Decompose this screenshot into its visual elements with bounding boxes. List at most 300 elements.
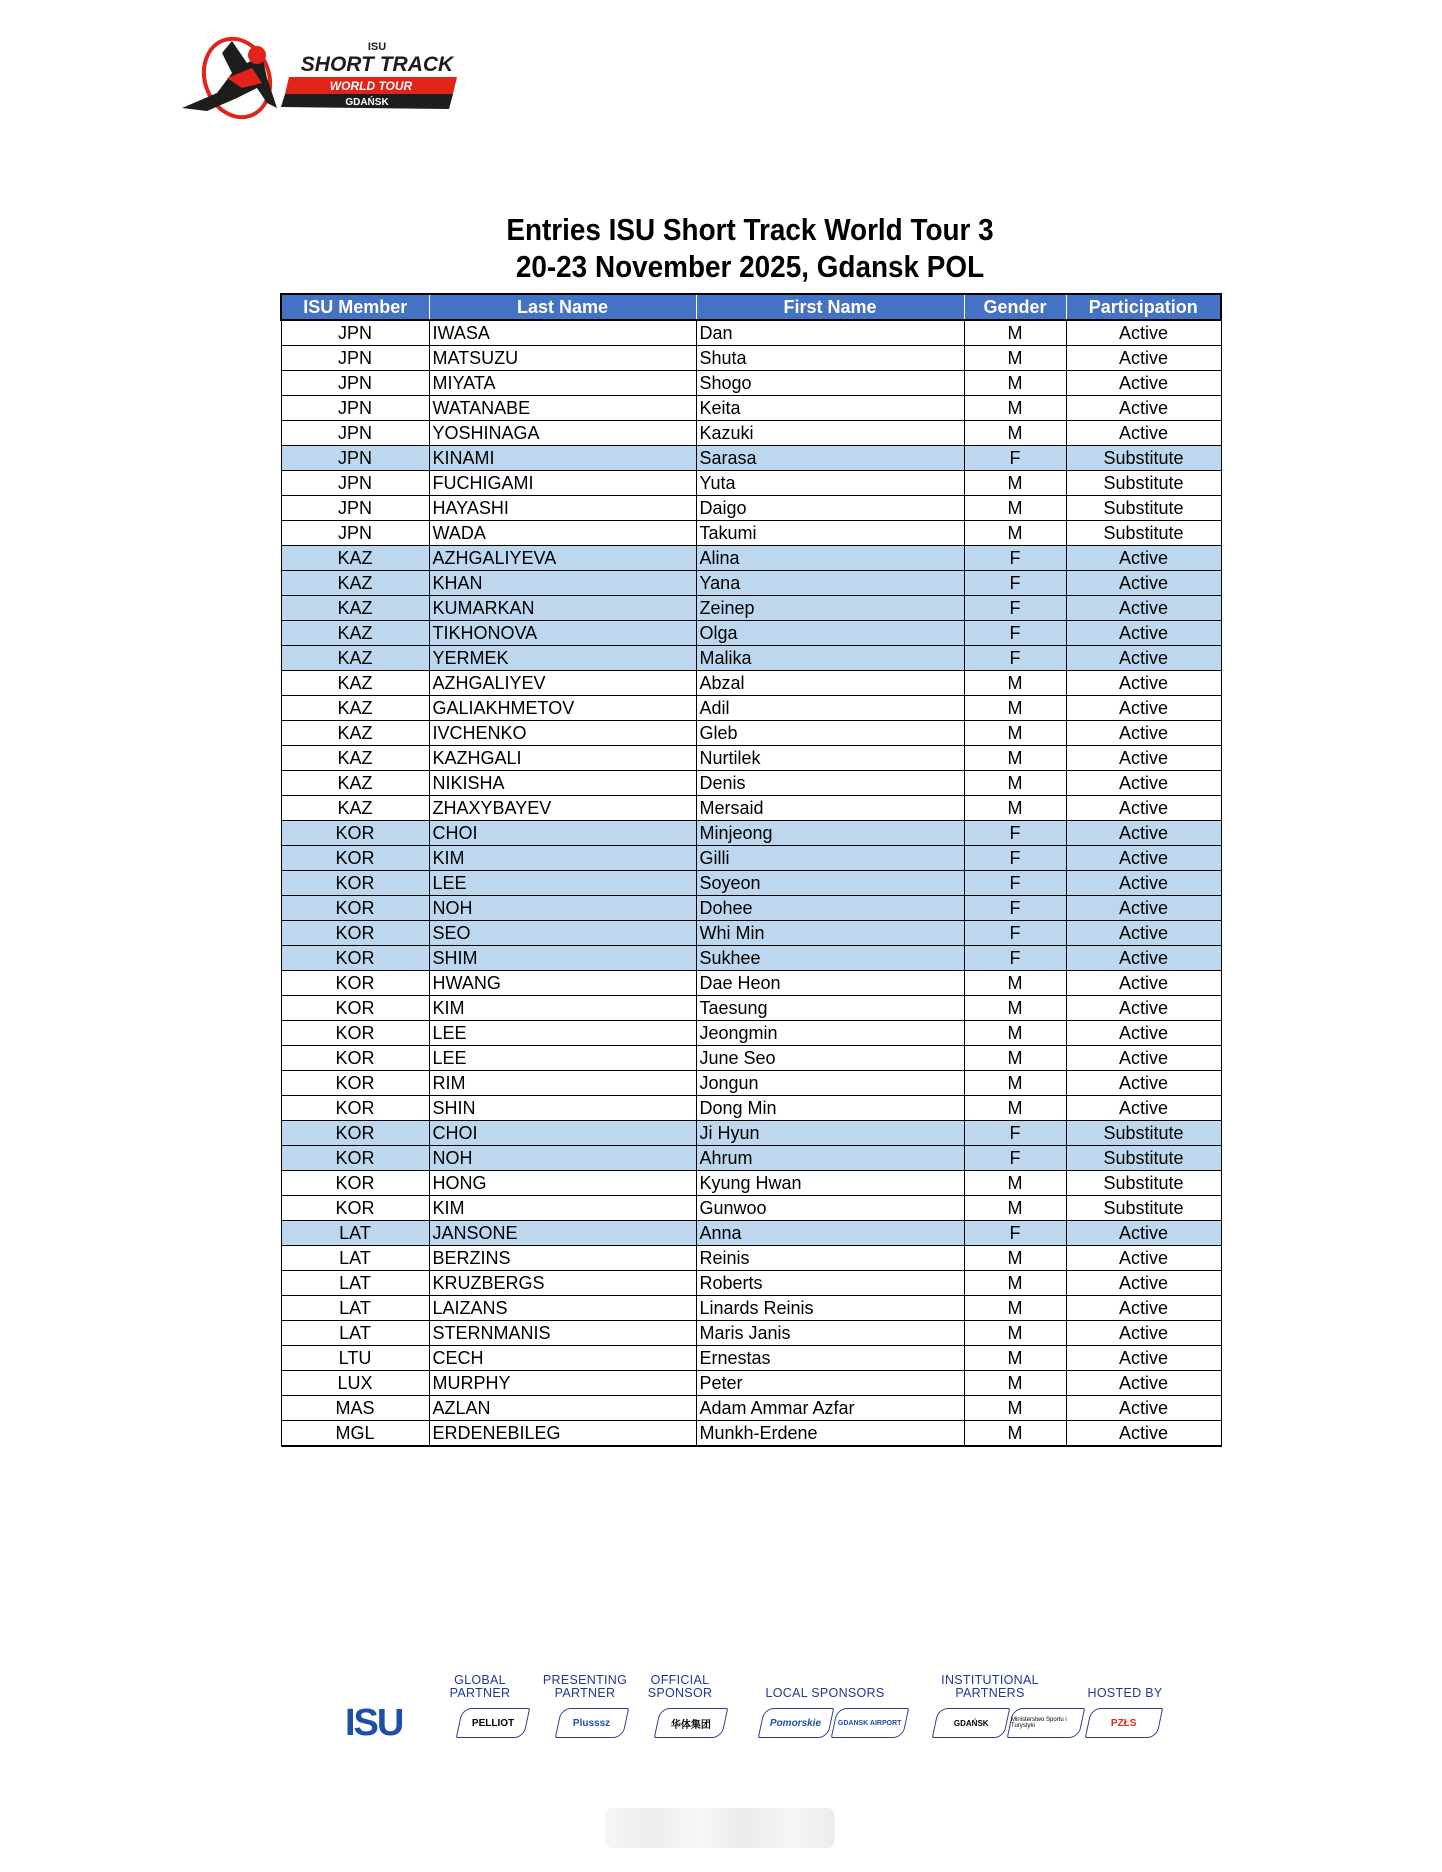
table-row — [281, 921, 1221, 946]
table-row — [281, 1121, 1221, 1146]
svg-text:SHORT TRACK: SHORT TRACK — [300, 53, 454, 76]
table-row — [281, 721, 1221, 746]
cell-last-name: KRUZBERGS — [429, 1271, 696, 1296]
cell-gender: M — [964, 346, 1066, 371]
cell-gender: M — [964, 1321, 1066, 1346]
cell-last-name: AZHGALIYEV — [429, 671, 696, 696]
table-row — [281, 1321, 1221, 1346]
cell-gender: F — [964, 821, 1066, 846]
cell-isu-member: JPN — [281, 320, 429, 346]
table-row — [281, 996, 1221, 1021]
cell-first-name: Reinis — [696, 1246, 964, 1271]
cell-last-name: AZHGALIYEVA — [429, 546, 696, 571]
cell-isu-member: JPN — [281, 346, 429, 371]
cell-isu-member: KOR — [281, 821, 429, 846]
cell-participation: Active — [1066, 1071, 1221, 1096]
table-row — [281, 571, 1221, 596]
cell-gender: M — [964, 1421, 1066, 1447]
table-row — [281, 946, 1221, 971]
cell-last-name: HONG — [429, 1171, 696, 1196]
sponsor-pomorskie-logo: Pomorskie — [758, 1708, 834, 1738]
cell-first-name: Roberts — [696, 1271, 964, 1296]
cell-gender: M — [964, 421, 1066, 446]
cell-first-name: Ahrum — [696, 1146, 964, 1171]
sponsor-gdansk-airport-logo: GDANSK AIRPORT — [831, 1708, 909, 1738]
table-row — [281, 1296, 1221, 1321]
cell-isu-member: KAZ — [281, 671, 429, 696]
table-row — [281, 646, 1221, 671]
table-row — [281, 971, 1221, 996]
table-row — [281, 1396, 1221, 1421]
cell-participation: Substitute — [1066, 1146, 1221, 1171]
table-row — [281, 896, 1221, 921]
cell-first-name: June Seo — [696, 1046, 964, 1071]
cell-isu-member: KOR — [281, 921, 429, 946]
blurred-watermark — [605, 1808, 835, 1848]
cell-isu-member: KOR — [281, 1171, 429, 1196]
cell-first-name: Zeinep — [696, 596, 964, 621]
sponsor-ministry-logo: Ministerstwo Sportu i Turystyki — [1007, 1708, 1085, 1738]
cell-participation: Active — [1066, 996, 1221, 1021]
cell-participation: Active — [1066, 396, 1221, 421]
cell-gender: F — [964, 871, 1066, 896]
cell-isu-member: MGL — [281, 1421, 429, 1447]
cell-last-name: LEE — [429, 1021, 696, 1046]
cell-first-name: Taesung — [696, 996, 964, 1021]
svg-text:WORLD TOUR: WORLD TOUR — [329, 79, 413, 93]
table-row — [281, 621, 1221, 646]
table-row — [281, 320, 1221, 346]
table-row — [281, 1196, 1221, 1221]
cell-first-name: Peter — [696, 1371, 964, 1396]
cell-last-name: SEO — [429, 921, 696, 946]
cell-last-name: BERZINS — [429, 1246, 696, 1271]
header-isu-member: ISU Member — [281, 294, 429, 320]
table-row — [281, 471, 1221, 496]
cell-first-name: Mersaid — [696, 796, 964, 821]
table-row — [281, 1346, 1221, 1371]
cell-participation: Substitute — [1066, 521, 1221, 546]
cell-isu-member: LAT — [281, 1296, 429, 1321]
cell-last-name: HWANG — [429, 971, 696, 996]
cell-participation: Active — [1066, 1396, 1221, 1421]
cell-last-name: NOH — [429, 1146, 696, 1171]
cell-gender: M — [964, 1346, 1066, 1371]
table-row — [281, 1371, 1221, 1396]
cell-last-name: KHAN — [429, 571, 696, 596]
cell-gender: M — [964, 496, 1066, 521]
cell-gender: F — [964, 571, 1066, 596]
cell-gender: F — [964, 596, 1066, 621]
table-body — [281, 320, 1221, 1446]
cell-participation: Substitute — [1066, 446, 1221, 471]
cell-participation: Active — [1066, 1421, 1221, 1447]
cell-gender: F — [964, 1121, 1066, 1146]
cell-gender: M — [964, 1071, 1066, 1096]
cell-last-name: CHOI — [429, 821, 696, 846]
cell-participation: Active — [1066, 1321, 1221, 1346]
cell-gender: M — [964, 1196, 1066, 1221]
table-row — [281, 521, 1221, 546]
cell-last-name: KINAMI — [429, 446, 696, 471]
cell-last-name: IWASA — [429, 320, 696, 346]
cell-isu-member: KAZ — [281, 746, 429, 771]
cell-participation: Substitute — [1066, 1171, 1221, 1196]
cell-last-name: GALIAKHMETOV — [429, 696, 696, 721]
table-row — [281, 871, 1221, 896]
cell-last-name: TIKHONOVA — [429, 621, 696, 646]
cell-participation: Active — [1066, 1246, 1221, 1271]
cell-gender: M — [964, 396, 1066, 421]
cell-first-name: Alina — [696, 546, 964, 571]
cell-last-name: SHIN — [429, 1096, 696, 1121]
cell-participation: Active — [1066, 971, 1221, 996]
cell-participation: Active — [1066, 646, 1221, 671]
cell-first-name: Shogo — [696, 371, 964, 396]
cell-participation: Active — [1066, 946, 1221, 971]
cell-last-name: CHOI — [429, 1121, 696, 1146]
cell-gender: M — [964, 371, 1066, 396]
cell-isu-member: KOR — [281, 1196, 429, 1221]
cell-gender: M — [964, 1296, 1066, 1321]
page-subtitle: 20-23 November 2025, Gdansk POL — [515, 249, 985, 284]
cell-isu-member: KAZ — [281, 596, 429, 621]
cell-first-name: Linards Reinis — [696, 1296, 964, 1321]
label-official-sponsor: OFFICIAL SPONSOR — [647, 1673, 713, 1700]
cell-participation: Substitute — [1066, 496, 1221, 521]
cell-participation: Active — [1066, 896, 1221, 921]
cell-first-name: Yana — [696, 571, 964, 596]
cell-participation: Active — [1066, 846, 1221, 871]
label-hosted-by: HOSTED BY — [1087, 1686, 1163, 1700]
cell-gender: M — [964, 1271, 1066, 1296]
cell-participation: Active — [1066, 320, 1221, 346]
cell-last-name: WADA — [429, 521, 696, 546]
cell-last-name: MIYATA — [429, 371, 696, 396]
cell-last-name: KUMARKAN — [429, 596, 696, 621]
cell-last-name: YERMEK — [429, 646, 696, 671]
table-row — [281, 846, 1221, 871]
cell-isu-member: KAZ — [281, 771, 429, 796]
cell-participation: Active — [1066, 746, 1221, 771]
cell-gender: M — [964, 721, 1066, 746]
cell-isu-member: JPN — [281, 521, 429, 546]
cell-participation: Active — [1066, 921, 1221, 946]
cell-first-name: Sukhee — [696, 946, 964, 971]
label-local-sponsors: LOCAL SPONSORS — [765, 1686, 885, 1700]
cell-first-name: Adil — [696, 696, 964, 721]
cell-isu-member: KOR — [281, 896, 429, 921]
cell-gender: M — [964, 1246, 1066, 1271]
cell-participation: Active — [1066, 721, 1221, 746]
cell-gender: M — [964, 796, 1066, 821]
sponsors-footer — [345, 1672, 1175, 1752]
cell-isu-member: JPN — [281, 421, 429, 446]
cell-last-name: IVCHENKO — [429, 721, 696, 746]
cell-first-name: Abzal — [696, 671, 964, 696]
table-row — [281, 1246, 1221, 1271]
sponsor-huati-logo: 华体集团 — [654, 1708, 728, 1738]
cell-gender: M — [964, 320, 1066, 346]
cell-isu-member: KOR — [281, 1121, 429, 1146]
cell-first-name: Sarasa — [696, 446, 964, 471]
cell-last-name: NOH — [429, 896, 696, 921]
table-row — [281, 346, 1221, 371]
cell-participation: Substitute — [1066, 1196, 1221, 1221]
cell-first-name: Ernestas — [696, 1346, 964, 1371]
cell-last-name: SHIM — [429, 946, 696, 971]
cell-first-name: Shuta — [696, 346, 964, 371]
cell-participation: Substitute — [1066, 1121, 1221, 1146]
cell-first-name: Whi Min — [696, 921, 964, 946]
cell-isu-member: JPN — [281, 371, 429, 396]
cell-first-name: Olga — [696, 621, 964, 646]
cell-gender: F — [964, 946, 1066, 971]
svg-text:ISU: ISU — [367, 41, 387, 53]
cell-isu-member: KOR — [281, 871, 429, 896]
table-row — [281, 1021, 1221, 1046]
cell-participation: Active — [1066, 821, 1221, 846]
table-row — [281, 1096, 1221, 1121]
table-row — [281, 496, 1221, 521]
cell-isu-member: KAZ — [281, 796, 429, 821]
cell-first-name: Soyeon — [696, 871, 964, 896]
cell-isu-member: KAZ — [281, 721, 429, 746]
cell-isu-member: JPN — [281, 496, 429, 521]
cell-first-name: Gunwoo — [696, 1196, 964, 1221]
sponsor-pelliot-logo: PELLIOT — [456, 1708, 530, 1738]
cell-first-name: Nurtilek — [696, 746, 964, 771]
cell-isu-member: KOR — [281, 996, 429, 1021]
cell-isu-member: JPN — [281, 471, 429, 496]
cell-first-name: Anna — [696, 1221, 964, 1246]
cell-participation: Active — [1066, 421, 1221, 446]
page-title: Entries ISU Short Track World Tour 3 — [506, 212, 994, 247]
cell-last-name: JANSONE — [429, 1221, 696, 1246]
cell-last-name: CECH — [429, 1346, 696, 1371]
cell-last-name: WATANABE — [429, 396, 696, 421]
cell-first-name: Dan — [696, 320, 964, 346]
cell-last-name: YOSHINAGA — [429, 421, 696, 446]
cell-participation: Active — [1066, 696, 1221, 721]
cell-gender: F — [964, 896, 1066, 921]
cell-last-name: ERDENEBILEG — [429, 1421, 696, 1447]
cell-participation: Substitute — [1066, 471, 1221, 496]
svg-text:GDAŃSK: GDAŃSK — [345, 97, 389, 108]
cell-isu-member: KAZ — [281, 696, 429, 721]
cell-participation: Active — [1066, 546, 1221, 571]
cell-participation: Active — [1066, 596, 1221, 621]
cell-gender: M — [964, 1046, 1066, 1071]
cell-gender: F — [964, 846, 1066, 871]
table-row — [281, 796, 1221, 821]
cell-first-name: Denis — [696, 771, 964, 796]
cell-participation: Active — [1066, 1046, 1221, 1071]
cell-last-name: NIKISHA — [429, 771, 696, 796]
table-row — [281, 1421, 1221, 1447]
sponsor-gdansk-city-logo: GDAŃSK — [932, 1708, 1010, 1738]
cell-gender: F — [964, 1221, 1066, 1246]
cell-first-name: Kyung Hwan — [696, 1171, 964, 1196]
cell-last-name: STERNMANIS — [429, 1321, 696, 1346]
table-row — [281, 771, 1221, 796]
table-row — [281, 746, 1221, 771]
label-global-partner: GLOBAL PARTNER — [449, 1673, 511, 1700]
cell-participation: Active — [1066, 371, 1221, 396]
cell-first-name: Malika — [696, 646, 964, 671]
cell-first-name: Ji Hyun — [696, 1121, 964, 1146]
cell-gender: M — [964, 1396, 1066, 1421]
cell-participation: Active — [1066, 1371, 1221, 1396]
cell-isu-member: LAT — [281, 1246, 429, 1271]
cell-isu-member: LAT — [281, 1221, 429, 1246]
cell-last-name: LEE — [429, 1046, 696, 1071]
cell-first-name: Munkh-Erdene — [696, 1421, 964, 1447]
table-row — [281, 1171, 1221, 1196]
cell-isu-member: KOR — [281, 846, 429, 871]
cell-gender: F — [964, 1146, 1066, 1171]
cell-isu-member: KOR — [281, 1096, 429, 1121]
header-gender: Gender — [964, 294, 1066, 320]
cell-isu-member: KOR — [281, 971, 429, 996]
cell-last-name: LAIZANS — [429, 1296, 696, 1321]
cell-first-name: Gilli — [696, 846, 964, 871]
table-row — [281, 396, 1221, 421]
table-row — [281, 546, 1221, 571]
cell-last-name: KIM — [429, 846, 696, 871]
cell-isu-member: KAZ — [281, 621, 429, 646]
table-header-row — [281, 294, 1221, 320]
cell-last-name: MATSUZU — [429, 346, 696, 371]
cell-participation: Active — [1066, 671, 1221, 696]
table-row — [281, 596, 1221, 621]
table-row — [281, 371, 1221, 396]
cell-first-name: Adam Ammar Azfar — [696, 1396, 964, 1421]
cell-isu-member: KAZ — [281, 546, 429, 571]
cell-isu-member: MAS — [281, 1396, 429, 1421]
cell-gender: M — [964, 746, 1066, 771]
cell-gender: F — [964, 546, 1066, 571]
entries-table — [280, 293, 1222, 1447]
cell-participation: Active — [1066, 1346, 1221, 1371]
cell-gender: M — [964, 996, 1066, 1021]
cell-isu-member: JPN — [281, 446, 429, 471]
cell-last-name: KIM — [429, 1196, 696, 1221]
cell-first-name: Gleb — [696, 721, 964, 746]
cell-last-name: KAZHGALI — [429, 746, 696, 771]
cell-participation: Active — [1066, 1221, 1221, 1246]
cell-first-name: Kazuki — [696, 421, 964, 446]
cell-isu-member: KOR — [281, 1071, 429, 1096]
cell-isu-member: KOR — [281, 1046, 429, 1071]
isu-logo: ISU — [345, 1702, 403, 1744]
cell-isu-member: JPN — [281, 396, 429, 421]
cell-first-name: Dae Heon — [696, 971, 964, 996]
cell-gender: F — [964, 921, 1066, 946]
cell-participation: Active — [1066, 1296, 1221, 1321]
table-row — [281, 821, 1221, 846]
cell-gender: M — [964, 971, 1066, 996]
cell-participation: Active — [1066, 1096, 1221, 1121]
cell-isu-member: KOR — [281, 946, 429, 971]
cell-participation: Active — [1066, 571, 1221, 596]
cell-first-name: Jeongmin — [696, 1021, 964, 1046]
cell-gender: F — [964, 446, 1066, 471]
table-row — [281, 1071, 1221, 1096]
sponsor-plusssz-logo: Plusssz — [555, 1708, 629, 1738]
cell-participation: Active — [1066, 771, 1221, 796]
cell-last-name: MURPHY — [429, 1371, 696, 1396]
table-row — [281, 696, 1221, 721]
cell-gender: M — [964, 1021, 1066, 1046]
cell-isu-member: KOR — [281, 1021, 429, 1046]
cell-isu-member: KOR — [281, 1146, 429, 1171]
cell-gender: M — [964, 471, 1066, 496]
cell-last-name: LEE — [429, 871, 696, 896]
cell-last-name: AZLAN — [429, 1396, 696, 1421]
cell-last-name: FUCHIGAMI — [429, 471, 696, 496]
cell-first-name: Daigo — [696, 496, 964, 521]
cell-gender: M — [964, 696, 1066, 721]
header-first-name: First Name — [696, 294, 964, 320]
cell-gender: F — [964, 621, 1066, 646]
cell-first-name: Keita — [696, 396, 964, 421]
cell-first-name: Dohee — [696, 896, 964, 921]
cell-participation: Active — [1066, 621, 1221, 646]
table-row — [281, 1046, 1221, 1071]
cell-isu-member: LAT — [281, 1271, 429, 1296]
cell-gender: F — [964, 646, 1066, 671]
label-presenting-partner: PRESENTING PARTNER — [542, 1673, 628, 1700]
table-row — [281, 1271, 1221, 1296]
cell-first-name: Dong Min — [696, 1096, 964, 1121]
cell-last-name: RIM — [429, 1071, 696, 1096]
cell-participation: Active — [1066, 346, 1221, 371]
cell-first-name: Takumi — [696, 521, 964, 546]
table-row — [281, 1221, 1221, 1246]
cell-gender: M — [964, 1371, 1066, 1396]
table-row — [281, 1146, 1221, 1171]
cell-participation: Active — [1066, 796, 1221, 821]
header-last-name: Last Name — [429, 294, 696, 320]
cell-last-name: HAYASHI — [429, 496, 696, 521]
cell-isu-member: KAZ — [281, 571, 429, 596]
table-row — [281, 671, 1221, 696]
cell-first-name: Minjeong — [696, 821, 964, 846]
cell-gender: M — [964, 1096, 1066, 1121]
cell-isu-member: KAZ — [281, 646, 429, 671]
cell-first-name: Jongun — [696, 1071, 964, 1096]
table-row — [281, 421, 1221, 446]
cell-last-name: ZHAXYBAYEV — [429, 796, 696, 821]
short-track-world-tour-logo — [177, 33, 467, 123]
cell-first-name: Yuta — [696, 471, 964, 496]
cell-isu-member: LTU — [281, 1346, 429, 1371]
table-row — [281, 446, 1221, 471]
cell-gender: M — [964, 1171, 1066, 1196]
cell-gender: M — [964, 771, 1066, 796]
cell-participation: Active — [1066, 1021, 1221, 1046]
cell-participation: Active — [1066, 1271, 1221, 1296]
cell-last-name: KIM — [429, 996, 696, 1021]
cell-first-name: Maris Janis — [696, 1321, 964, 1346]
cell-isu-member: LAT — [281, 1321, 429, 1346]
cell-gender: M — [964, 671, 1066, 696]
sponsor-pzls-logo: PZŁS — [1085, 1708, 1163, 1738]
header-participation: Participation — [1066, 294, 1221, 320]
label-institutional-partners: INSTITUTIONAL PARTNERS — [941, 1673, 1039, 1700]
cell-gender: M — [964, 521, 1066, 546]
